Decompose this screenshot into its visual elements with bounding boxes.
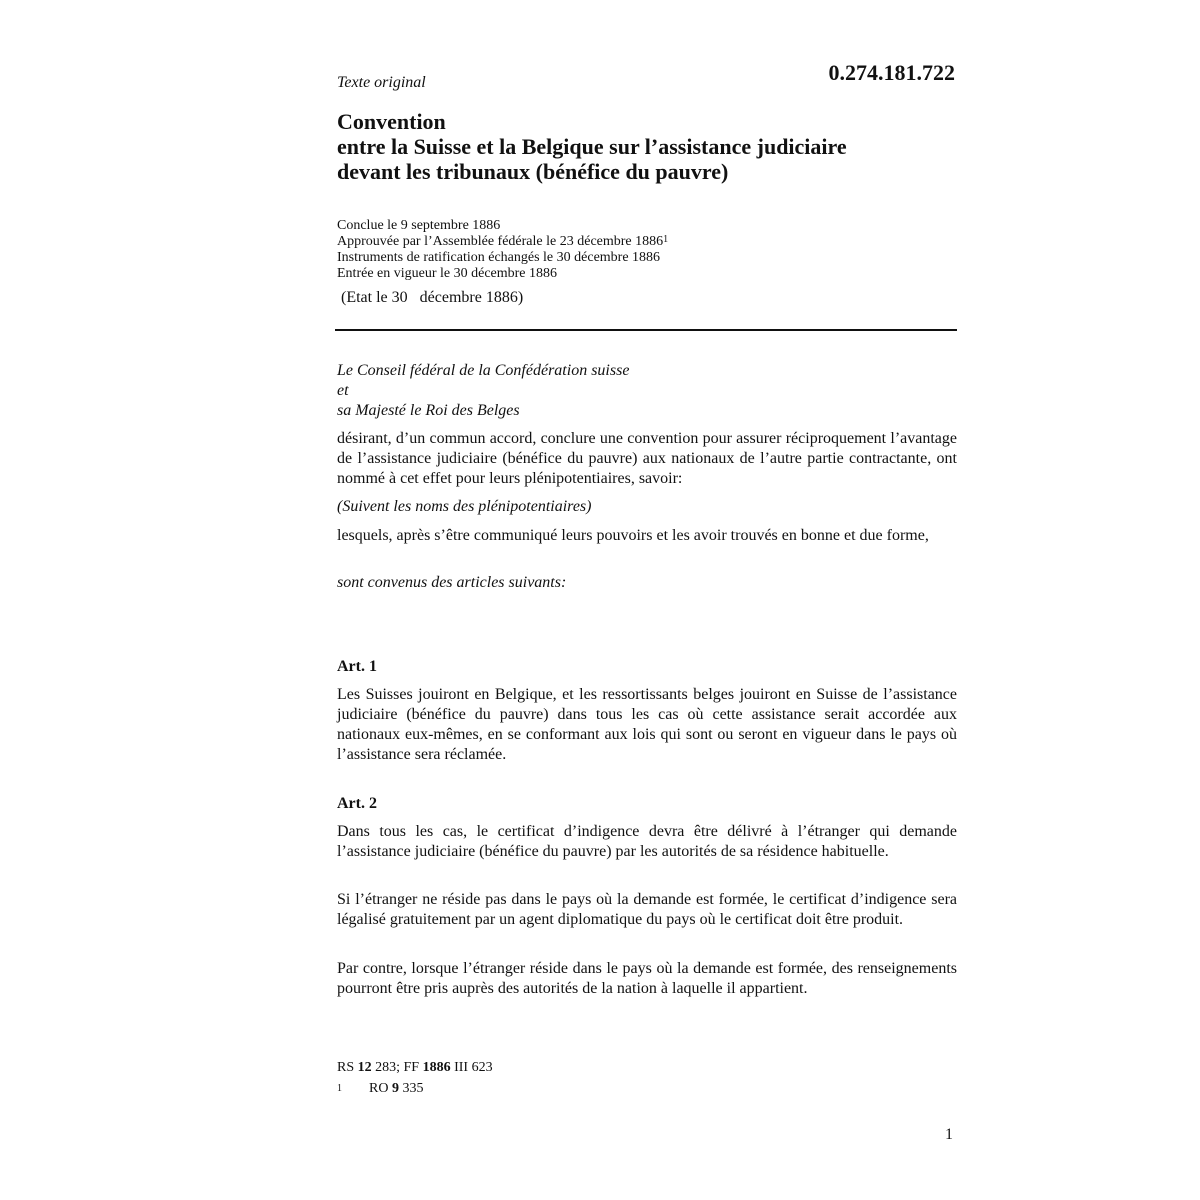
- preamble-agreed: sont convenus des articles suivants:: [337, 574, 567, 591]
- preamble-desiring: désirant, d’un commun accord, conclure une convention pour assurer réciproquement l’avantage de l’assistance judiciaire (bénéfice du pauvre) aux nationaux de l’autre partie contractante, ont nommé à cet effet pour leurs plénipotentiaires, savoir:: [337, 430, 957, 487]
- page-number: 1: [945, 1126, 953, 1143]
- footnote-source: [337, 1059, 493, 1077]
- footnote-ff-rest: III 623: [450, 1060, 493, 1075]
- article-2-paragraph-2: Si l’étranger ne réside pas dans le pays où la demande est formée, le certificat d’indigence sera légalisé gratuitement par un agent diplomatique du pays où le certificat doit être produit.: [337, 891, 957, 928]
- preamble-names-note: (Suivent les noms des plénipotentiaires): [337, 498, 592, 515]
- preamble-party-2: sa Majesté le Roi des Belges: [337, 402, 520, 419]
- meta-approved-line: [337, 234, 668, 250]
- footnote-1: [337, 1080, 423, 1098]
- title-line-3: devant les tribunaux (bénéfice du pauvre): [337, 159, 729, 184]
- title-line-2: entre la Suisse et la Belgique sur l’assistance judiciaire: [337, 134, 847, 159]
- document-metadata: [337, 218, 668, 282]
- footnote-rs-page: 283; FF: [371, 1060, 423, 1075]
- meta-approved: Approuvée par l’Assemblée fédérale le 23 décembre 1886: [337, 234, 664, 249]
- footnote-rs-label: RS: [337, 1060, 358, 1075]
- footnote-1-volume: 9: [391, 1081, 399, 1096]
- article-2-paragraph-3: Par contre, lorsque l’étranger réside dans le pays où la demande est formée, des renseignements pourront être pris auprès des autorités de la nation à laquelle il appartient.: [337, 960, 957, 997]
- meta-entry-into-force: Entrée en vigueur le 30 décembre 1886: [337, 266, 558, 281]
- title-line-1: Convention: [337, 109, 446, 134]
- footnote-ff-year: 1886: [422, 1060, 451, 1075]
- footnote-rs-volume: 12: [357, 1060, 372, 1075]
- footnote-1-page: 335: [398, 1081, 424, 1096]
- article-2-paragraph-1: Dans tous les cas, le certificat d’indigence devra être délivré à l’étranger qui demande l’assistance judiciaire (bénéfice du pauvre) par les autorités de sa résidence habituelle.: [337, 823, 957, 860]
- rs-number: 0.274.181.722: [828, 60, 955, 85]
- original-text-label: Texte original: [337, 74, 426, 91]
- footnote-1-ro-label: RO: [369, 1081, 392, 1096]
- meta-ratification: Instruments de ratification échangés le 30 décembre 1886: [337, 250, 661, 265]
- document-title: [337, 109, 957, 184]
- document-page: [337, 0, 957, 1200]
- state-date: (Etat le 30 décembre 1886): [341, 289, 524, 306]
- meta-concluded: Conclue le 9 septembre 1886: [337, 218, 501, 233]
- article-1-heading: Art. 1: [337, 658, 377, 675]
- header-divider: [335, 329, 957, 331]
- article-1-paragraph-1: Les Suisses jouiront en Belgique, et les ressortissants belges jouiront en Suisse de l’assistance judiciaire (bénéfice du pauvre) dans tous les cas où cette assistance serait accordée aux nationaux eux-mêmes, en se conformant aux lois qui sont ou seront en vigueur dans le pays où l’assistance sera réclamée.: [337, 686, 957, 763]
- preamble-party-1: Le Conseil fédéral de la Confédération suisse: [337, 362, 630, 379]
- footnote-1-number: 1: [337, 1083, 342, 1094]
- preamble-and: et: [337, 382, 349, 399]
- footnote-ref-1[interactable]: 1: [663, 234, 669, 245]
- article-2-heading: Art. 2: [337, 795, 377, 812]
- preamble-powers: lesquels, après s’être communiqué leurs pouvoirs et les avoir trouvés en bonne et due forme,: [337, 527, 929, 544]
